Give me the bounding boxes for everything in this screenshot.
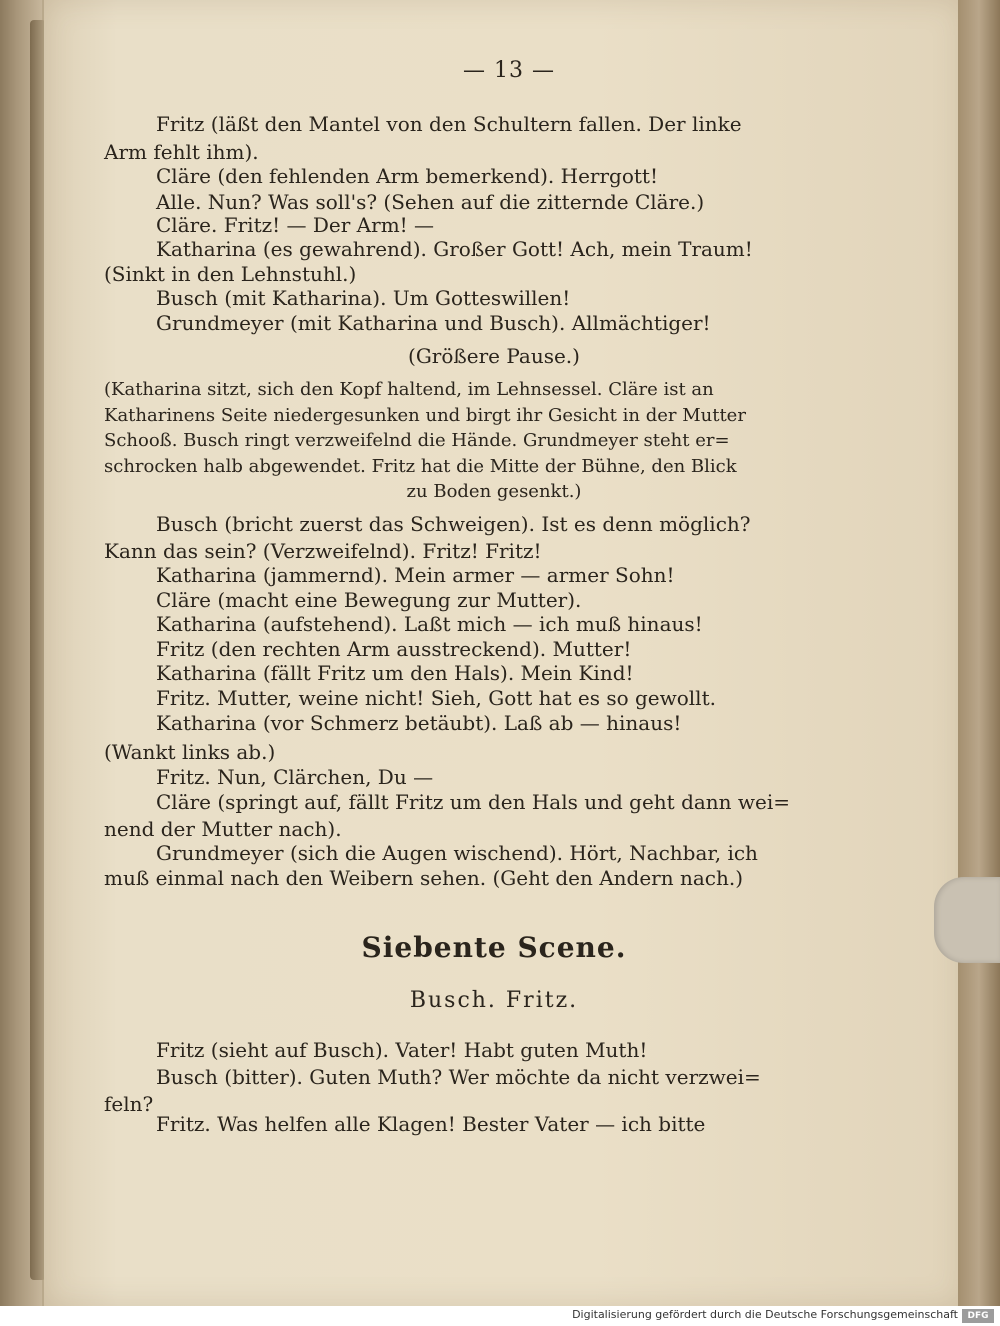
text-line: muß einmal nach den Weibern sehen. (Geht den Andern nach.) — [104, 866, 744, 890]
text-line: Cläre. Fritz! — Der Arm! — — [156, 213, 435, 237]
text-line: feln? — [104, 1092, 154, 1116]
text-line: Arm fehlt ihm). — [104, 140, 259, 164]
page-right-edge — [958, 0, 1000, 1306]
text-line: (Katharina sitzt, sich den Kopf haltend, im Lehnsessel. Cläre ist an — [104, 379, 714, 400]
text-line: (Wankt links ab.) — [104, 740, 276, 764]
page-tab-marker — [934, 877, 1000, 963]
text-line: schrocken halb abgewendet. Fritz hat die Mitte der Bühne, den Blick — [104, 456, 737, 477]
text-line: nend der Mutter nach). — [104, 817, 342, 841]
text-line: Grundmeyer (mit Katharina und Busch). Allmächtiger! — [156, 311, 711, 335]
text-line: Katharina (aufstehend). Laßt mich — ich muß hinaus! — [156, 612, 703, 636]
text-line: Fritz (den rechten Arm ausstreckend). Mutter! — [156, 637, 632, 661]
text-line: Busch (bitter). Guten Muth? Wer möchte da nicht verzwei= — [156, 1065, 761, 1089]
text-line: Alle. Nun? Was soll's? (Sehen auf die zitternde Cläre.) — [156, 190, 705, 214]
text-line: Cläre (macht eine Bewegung zur Mutter). — [156, 588, 582, 612]
page-number: — 13 — — [463, 58, 555, 83]
text-line: Cläre (den fehlenden Arm bemerkend). Herrgott! — [156, 164, 659, 188]
text-line: Cläre (springt auf, fällt Fritz um den Hals und geht dann wei= — [156, 790, 791, 814]
text-line: Fritz (läßt den Mantel von den Schultern fallen. Der linke — [156, 112, 742, 136]
text-line: Katharina (vor Schmerz betäubt). Laß ab — hinaus! — [156, 711, 682, 735]
text-line: Fritz. Nun, Clärchen, Du — — [156, 765, 434, 789]
text-line: Katharina (fällt Fritz um den Hals). Mein Kind! — [156, 661, 634, 685]
text-line: Fritz. Mutter, weine nicht! Sieh, Gott hat es so gewollt. — [156, 686, 716, 710]
text-line: (Sinkt in den Lehnstuhl.) — [104, 262, 357, 286]
text-line: zu Boden gesenkt.) — [406, 481, 582, 502]
scene-persons: Busch. Fritz. — [409, 988, 579, 1013]
text-line: Katharinens Seite niedergesunken und birgt ihr Gesicht in der Mutter — [104, 405, 746, 426]
scene-heading: Siebente Scene. — [361, 931, 627, 964]
text-line: Busch (bricht zuerst das Schweigen). Ist es denn möglich? — [156, 512, 751, 536]
text-line: Grundmeyer (sich die Augen wischend). Hört, Nachbar, ich — [156, 841, 758, 865]
text-line: Katharina (es gewahrend). Großer Gott! Ach, mein Traum! — [156, 237, 753, 261]
funding-credit: Digitalisierung gefördert durch die Deutsche Forschungsgemeinschaft — [572, 1308, 958, 1321]
text-line: Fritz. Was helfen alle Klagen! Bester Vater — ich bitte — [156, 1112, 706, 1136]
text-line: Schooß. Busch ringt verzweifelnd die Hände. Grundmeyer steht er= — [104, 430, 730, 451]
dfg-logo: DFG — [962, 1309, 994, 1323]
text-line: Kann das sein? (Verzweifelnd). Fritz! Fritz! — [104, 539, 542, 563]
stage-direction: (Größere Pause.) — [408, 344, 580, 368]
text-line: Katharina (jammernd). Mein armer — armer Sohn! — [156, 563, 675, 587]
text-line: Busch (mit Katharina). Um Gotteswillen! — [156, 286, 571, 310]
book-page — [44, 0, 962, 1306]
footer-bar — [0, 1306, 1000, 1326]
text-line: Fritz (sieht auf Busch). Vater! Habt guten Muth! — [156, 1038, 648, 1062]
